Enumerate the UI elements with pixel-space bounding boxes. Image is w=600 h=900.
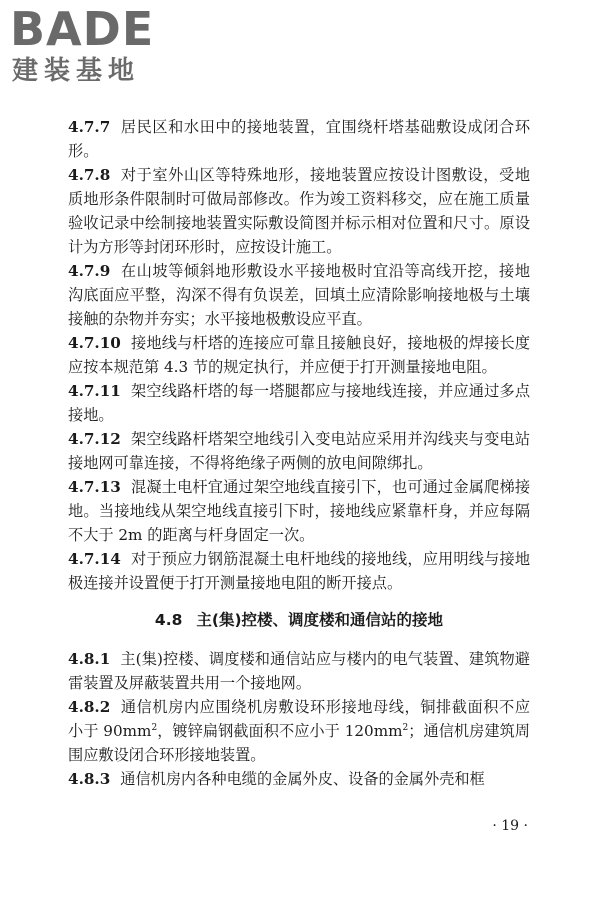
section-heading	[68, 608, 530, 632]
section-number: 4.8	[154, 611, 183, 629]
superscript: 2	[402, 722, 409, 733]
clause-text-part1: 通信机房内应围绕机房敷设环形接地母线，铜排截面积不应小于 90mm	[68, 698, 530, 740]
clause-4-8-2	[68, 695, 530, 767]
clause-text: 居民区和水田中的接地装置，宜围绕杆塔基础敷设成闭合环形。	[68, 118, 530, 160]
clause-4-7-11	[68, 379, 530, 427]
clause-number: 4.7.9	[68, 262, 111, 280]
clause-number: 4.8.2	[68, 698, 111, 716]
clause-number: 4.7.7	[68, 118, 111, 136]
logo-subtitle: 建装基地	[12, 56, 141, 86]
clause-text-part2: ，镀锌扁钢截面积不应小于 120mm	[157, 722, 403, 740]
clause-text: 混凝土电杆宜通过架空地线直接引下，也可通过金属爬梯接地。当接地线从架空地线直接引下时，接地线应紧靠杆身，并应每隔不大于 2m 的距离与杆身固定一次。	[68, 478, 530, 544]
logo-brand: BADE	[10, 2, 155, 56]
superscript: 2	[151, 722, 158, 733]
clause-text: 对于室外山区等特殊地形，接地装置应按设计图敷设，受地质地形条件限制时可做局部修改。作为竣工资料移交，应在施工质量验收记录中绘制接地装置实际敷设简图并标示相对位置和尺寸。原设计为方形等封闭环形时，应按设计施工。	[68, 166, 530, 256]
clause-number: 4.7.11	[68, 382, 121, 400]
clause-4-7-14	[68, 547, 530, 595]
clause-4-7-10	[68, 331, 530, 379]
clause-number: 4.7.12	[68, 430, 121, 448]
clause-number: 4.8.3	[68, 770, 111, 788]
clause-text-part3: ；通信机房建筑周围应敷设闭合环形接地装置。	[68, 722, 530, 764]
page-number: · 19 ·	[492, 818, 528, 834]
clause-text: 架空线路杆塔的每一塔腿都应与接地线连接，并应通过多点接地。	[68, 382, 530, 424]
clause-text: 在山坡等倾斜地形敷设水平接地极时宜沿等高线开挖，接地沟底面应平整，沟深不得有负误差，回填土应清除影响接地极与土壤接触的杂物并夯实；水平接地极敷设应平直。	[68, 262, 530, 328]
clause-text: 接地线与杆塔的连接应可靠且接触良好，接地极的焊接长度应按本规范第 4.3 节的规定执行，并应便于打开测量接地电阻。	[68, 334, 530, 376]
clause-list	[68, 115, 530, 595]
clause-number: 4.7.10	[68, 334, 121, 352]
clause-text: 主(集)控楼、调度楼和通信站应与楼内的电气装置、建筑物避雷装置及屏蔽装置共用一个接地网。	[68, 650, 530, 692]
clause-text: 对于预应力钢筋混凝土电杆地线的接地线，应用明线与接地极连接并设置便于打开测量接地电阻的断开接点。	[68, 550, 530, 592]
clause-number: 4.7.14	[68, 550, 121, 568]
logo	[10, 4, 180, 88]
clause-text: 架空线路杆塔架空地线引入变电站应采用并沟线夹与变电站接地网可靠连接，不得将绝缘子两侧的放电间隙绑扎。	[68, 430, 530, 472]
clause-4-8-3	[68, 767, 530, 791]
clause-4-7-7	[68, 115, 530, 163]
document-body	[68, 115, 530, 791]
clause-4-7-12	[68, 427, 530, 475]
clause-4-7-8	[68, 163, 530, 259]
clause-4-7-13	[68, 475, 530, 547]
clause-text: 通信机房内各种电缆的金属外皮、设备的金属外壳和框	[120, 770, 485, 788]
clause-4-7-9	[68, 259, 530, 331]
section-title: 主(集)控楼、调度楼和通信站的接地	[196, 611, 444, 629]
clause-number: 4.8.1	[68, 650, 111, 668]
clause-4-8-1	[68, 647, 530, 695]
clause-number: 4.7.13	[68, 478, 121, 496]
clause-number: 4.7.8	[68, 166, 111, 184]
